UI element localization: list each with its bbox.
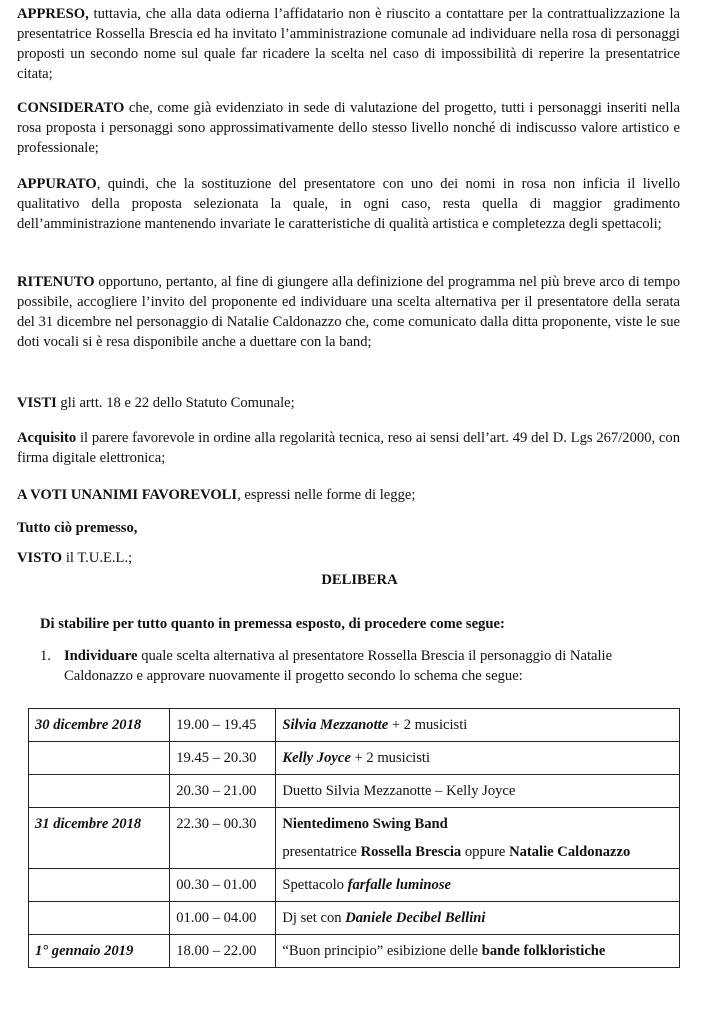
performer-name: Kelly Joyce — [282, 750, 351, 766]
paragraph-acquisito — [17, 428, 680, 468]
date-cell — [29, 902, 170, 935]
paragraph-lead: Acquisito — [17, 430, 77, 446]
presenter-prefix: presentatrice — [282, 844, 361, 860]
time-cell: 19.00 – 19.45 — [170, 709, 276, 742]
description-text: “Buon principio” esibizione delle — [282, 943, 482, 959]
paragraph-text: opportuno, pertanto, al fine di giungere alla definizione del programma nel più breve arco di tempo possibile, accogliere l’invito del proponente ed individuare una scelta alternativa per il presentatore della serata del 31 dicembre nel personaggio di Natalie Caldonazzo che, come comunicato dalla ditta proponente, viste le sue doti vocali si è resa disponibile anche a duettare con la band; — [17, 274, 680, 350]
description-cell — [276, 902, 680, 935]
list-body: quale scelta alternativa al presentatore Rossella Brescia il personaggio di Natalie Caldonazzo e approvare nuovamente il progetto secondo lo schema che segue: — [64, 648, 613, 684]
paragraph-text: tuttavia, che alla data odierna l’affidatario non è riuscito a contattare per la contrattualizzazione la presentatrice Rossella Brescia ed ha invitato l’amministrazione comunale ad individuare nella rosa di personaggi proposti un secondo nome sul quale far ricadere la scelta nel caso di impossibilità di reperire la presentatrice citata; — [17, 6, 680, 82]
paragraph-lead: VISTI — [17, 395, 57, 411]
time-cell: 19.45 – 20.30 — [170, 742, 276, 775]
performer-name: Daniele Decibel Bellini — [345, 910, 486, 926]
show-name: farfalle luminose — [347, 877, 451, 893]
schedule-table — [28, 708, 680, 968]
time-cell: 20.30 – 21.00 — [170, 775, 276, 808]
paragraph-visto — [17, 548, 680, 568]
paragraph-voti — [17, 485, 680, 505]
description-cell — [276, 869, 680, 902]
paragraph-lead: A VOTI UNANIMI FAVOREVOLI — [17, 487, 238, 503]
description-cell — [276, 935, 680, 968]
presenter-name-primary: Rossella Brescia — [360, 844, 462, 860]
paragraph-visti — [17, 393, 680, 413]
date-cell: 30 dicembre 2018 — [29, 709, 170, 742]
presenter-line — [282, 842, 673, 862]
description-cell — [276, 709, 680, 742]
paragraph-ritenuto — [17, 272, 680, 352]
date-cell: 1° gennaio 2019 — [29, 935, 170, 968]
table-row — [29, 709, 680, 742]
paragraph-text: , quindi, che la sostituzione del presentatore con uno dei nomi in rosa non inficia il livello qualitativo della proposta selezionata la quale, in ogni caso, resta quella di maggior gradimento dell’amministrazione mantenendo invariate le caratteristiche di qualità artistica e completezza degli spettacoli; — [17, 176, 680, 232]
description-text: Dj set con — [282, 910, 346, 926]
description-text: + 2 musicisti — [350, 750, 431, 766]
description-cell — [276, 808, 680, 869]
performer-name: bande folkloristiche — [481, 943, 606, 959]
paragraph-text: il T.U.E.L.; — [62, 550, 133, 566]
paragraph-considerato — [17, 98, 680, 158]
paragraph-appurato — [17, 174, 680, 234]
time-cell: 00.30 – 01.00 — [170, 869, 276, 902]
band-name: Nientedimeno Swing Band — [282, 816, 448, 832]
performer-name: Silvia Mezzanotte — [282, 717, 389, 733]
table-row — [29, 869, 680, 902]
paragraph-lead: APPRESO, — [17, 6, 89, 22]
paragraph-premesso — [17, 518, 680, 538]
date-cell — [29, 775, 170, 808]
description-text: Spettacolo — [282, 877, 348, 893]
list-text — [64, 646, 680, 686]
list-lead: Individuare — [64, 648, 138, 664]
table-row — [29, 902, 680, 935]
lead-sentence: Di stabilire per tutto quanto in premessa esposto, di procedere come segue: — [40, 616, 505, 632]
paragraph-lead: CONSIDERATO — [17, 100, 125, 116]
paragraph-text: il parere favorevole in ordine alla regolarità tecnica, reso ai sensi dell’art. 49 del D. Lgs 267/2000, con firma digitale elettronica; — [17, 430, 680, 466]
date-cell — [29, 869, 170, 902]
description-text: + 2 musicisti — [388, 717, 468, 733]
delibera-title: DELIBERA — [321, 572, 398, 588]
paragraph-text: , espressi nelle forme di legge; — [237, 487, 416, 503]
paragraph-appreso — [17, 4, 680, 84]
time-cell: 18.00 – 22.00 — [170, 935, 276, 968]
table-row — [29, 935, 680, 968]
paragraph-text: che, come già evidenziato in sede di valutazione del progetto, tutti i personaggi inseriti nella rosa proposta i personaggi sono approssimativamente dello stesso livello nonché di indiscusso valore artistico e professionale; — [17, 100, 680, 156]
table-row — [29, 775, 680, 808]
list-number: 1. — [40, 648, 51, 664]
presenter-name-alternative: Natalie Caldonazzo — [509, 844, 631, 860]
paragraph-lead: Tutto ciò premesso, — [17, 520, 138, 536]
date-cell: 31 dicembre 2018 — [29, 808, 170, 869]
paragraph-lead: RITENUTO — [17, 274, 95, 290]
presenter-conjunction: oppure — [461, 844, 510, 860]
time-cell: 22.30 – 00.30 — [170, 808, 276, 869]
description-cell: Duetto Silvia Mezzanotte – Kelly Joyce — [276, 775, 680, 808]
table-row — [29, 742, 680, 775]
date-cell — [29, 742, 170, 775]
paragraph-lead: APPURATO — [17, 176, 97, 192]
paragraph-lead: VISTO — [17, 550, 63, 566]
description-cell — [276, 742, 680, 775]
paragraph-text: gli artt. 18 e 22 dello Statuto Comunale; — [56, 395, 295, 411]
time-cell: 01.00 – 04.00 — [170, 902, 276, 935]
table-row — [29, 808, 680, 869]
